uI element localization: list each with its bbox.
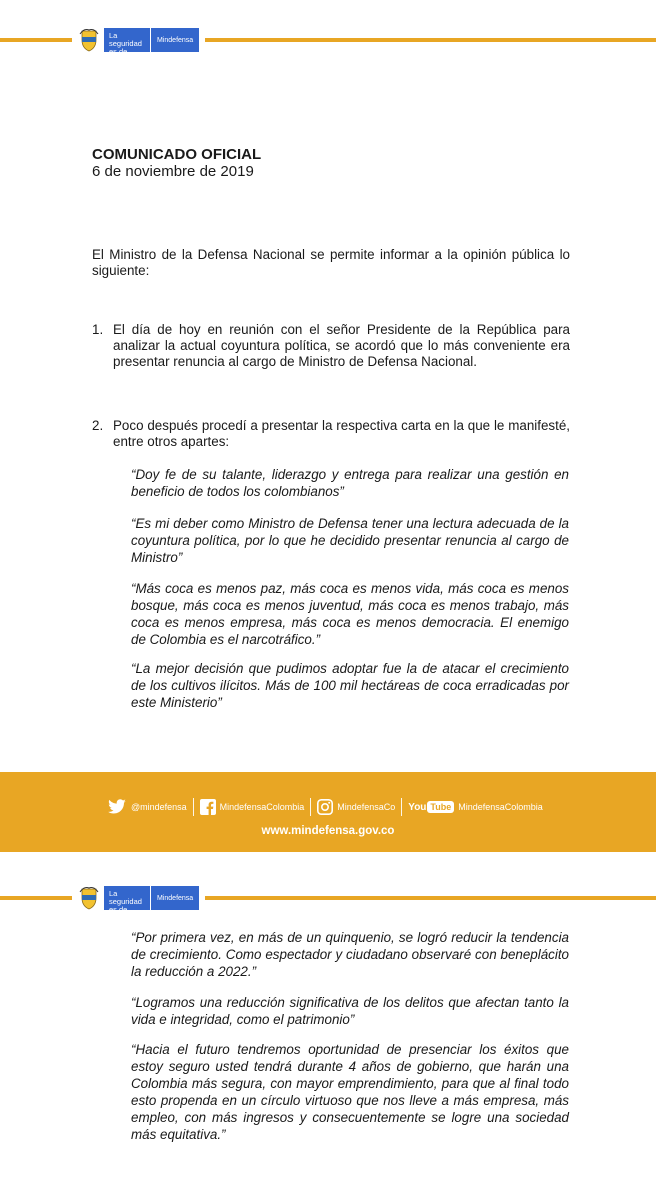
item-text: El día de hoy en reunión con el señor Presidente de la República para analizar la actual coyuntura política, se acordó que lo más conveniente era presentar renuncia al cargo de Ministro de Defensa Nacional.	[113, 322, 570, 369]
logo-ministry: Mindefensa	[151, 28, 199, 52]
twitter-handle: @mindefensa	[131, 802, 187, 812]
logo-line-1: La seguridad	[109, 889, 142, 906]
coat-of-arms-icon	[78, 28, 100, 52]
coat-of-arms-icon	[78, 886, 100, 910]
quote: “Por primera vez, en más de un quinquenio, se logró reducir la tendencia de crecimiento. Como espectador y ciudadano observaré con beneplácito la reducción a 2022.”	[131, 930, 569, 979]
logo-ministry: Mindefensa	[151, 886, 199, 910]
item-number: 1.	[92, 322, 104, 337]
document-date: 6 de noviembre de 2019	[92, 163, 254, 180]
quote: “Hacia el futuro tendremos oportunidad de presenciar los éxitos que estoy seguro usted tendrá durante 4 años de gobierno, que harán una Colombia más segura, con mayor emprendimiento, para que al final todo esto propenda en un círculo virtuoso que nos lleve a más empresa, más empleo, con más ingresos y consecuentemente se logre una sociedad más equitativa.”	[131, 1042, 569, 1142]
youtube-handle: MindefensaColombia	[458, 802, 543, 812]
twitter-icon	[107, 799, 127, 815]
logo-slogan	[104, 28, 150, 64]
quote: “La mejor decisión que pudimos adoptar fue la de atacar el crecimiento de los cultivos ilícitos. Más de 100 mil hectáreas de coca erradicadas por este Ministerio”	[131, 661, 569, 710]
facebook-handle: MindefensaColombia	[219, 802, 305, 812]
footer-band	[0, 772, 656, 852]
facebook-link[interactable]	[200, 799, 305, 815]
header-logo	[72, 28, 205, 64]
youtube-link[interactable]	[408, 801, 543, 813]
divider	[401, 798, 402, 816]
header-logo-page2	[72, 886, 205, 922]
divider	[193, 798, 194, 816]
quote: “Más coca es menos paz, más coca es menos vida, más coca es menos bosque, más coca es menos juventud, más coca es menos trabajo, más coca es menos empresa, más coca es menos democracia. El enemigo de Colombia es el narcotráfico.”	[131, 581, 569, 647]
divider	[310, 798, 311, 816]
logo-slogan	[104, 886, 150, 922]
instagram-handle: MindefensaCo	[337, 802, 396, 812]
logo-line-2: es de todos	[109, 47, 128, 64]
instagram-link[interactable]	[317, 799, 395, 815]
document-title: COMUNICADO OFICIAL	[92, 146, 262, 163]
youtube-icon-tube: Tube	[427, 801, 454, 813]
logo-line-2: es de todos	[109, 905, 128, 922]
social-links	[107, 798, 543, 816]
item-number: 2.	[92, 418, 104, 433]
item-text: Poco después procedí a presentar la respectiva carta en la que le manifesté, entre otros apartes:	[113, 418, 570, 449]
instagram-icon	[317, 799, 333, 815]
quote: “Es mi deber como Ministro de Defensa tener una lectura adecuada de la coyuntura política, por lo que he decidido presentar renuncia al cargo de Ministro”	[131, 516, 569, 565]
logo-line-1: La seguridad	[109, 31, 142, 48]
youtube-icon-you: You	[408, 801, 427, 813]
intro-paragraph: El Ministro de la Defensa Nacional se permite informar a la opinión pública lo siguiente:	[92, 247, 570, 278]
quote: “Logramos una reducción significativa de los delitos que afectan tanto la vida e integridad, como el patrimonio”	[131, 995, 569, 1027]
twitter-link[interactable]	[107, 799, 187, 815]
facebook-icon	[200, 799, 216, 815]
quote: “Doy fe de su talante, liderazgo y entrega para realizar una gestión en beneficio de todos los colombianos”	[131, 467, 569, 499]
website-link[interactable]: www.mindefensa.gov.co	[261, 825, 395, 837]
